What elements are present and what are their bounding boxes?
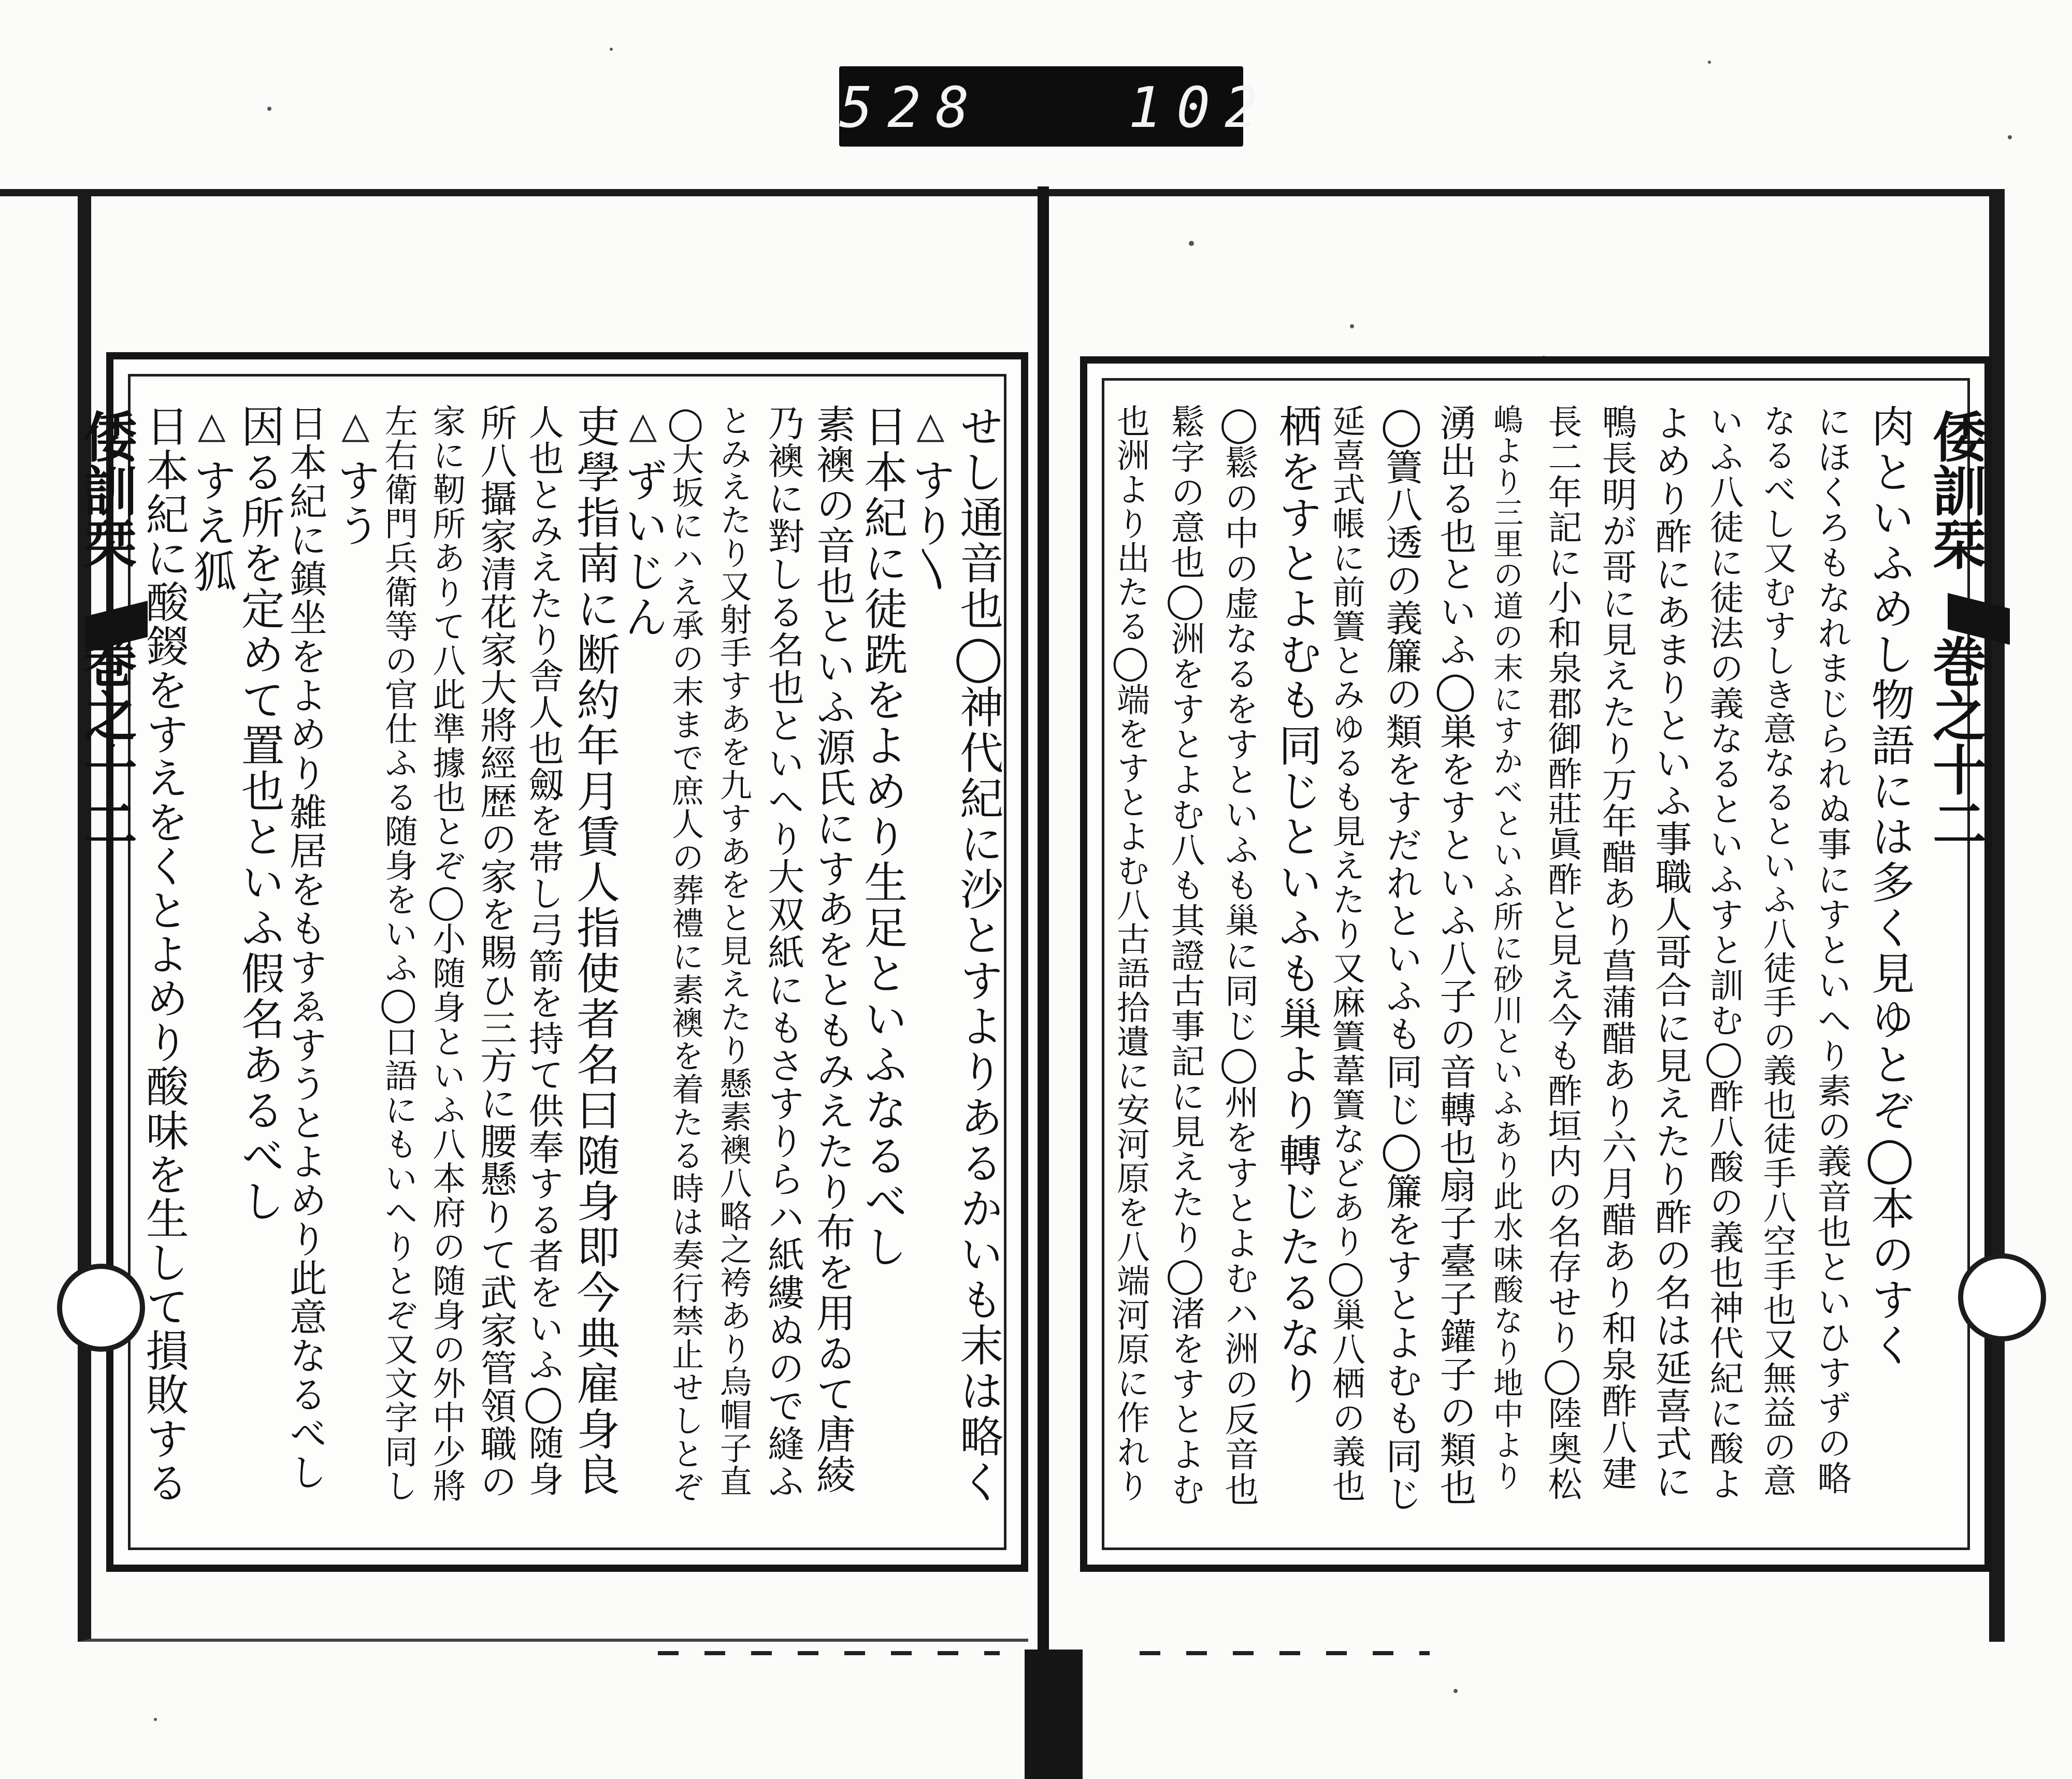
text-column [1596, 404, 1637, 1533]
left-margin-title: 倭訓栞 巻之十二 [74, 409, 138, 850]
text-column [1434, 404, 1477, 1533]
text-column [1219, 404, 1259, 1533]
entry-marker-icon: △ [622, 404, 665, 449]
column-text: 肉といふめし物語には多く見ゆとぞ◯本のすく [1864, 404, 1915, 1368]
text-column [330, 404, 381, 1533]
column-text: すう [330, 458, 381, 549]
column-text: いふ八徒に徒法の義なるといふすと訓む◯酢八酸の義也神代紀に酸よ [1704, 404, 1744, 1501]
column-text: なるべし又むすしき意なるといふ八徒手の義也徒手八空手也又無益の意 [1758, 404, 1796, 1498]
text-column [427, 404, 466, 1533]
column-text: 日本紀に酸鍐をすえをくとよめり酸味を生して損敗する [138, 404, 189, 1505]
column-text: とみえたり又射手すあを九すあをと見えたり懸素襖八略之袴あり烏帽子直 [714, 404, 753, 1498]
entry-marker-icon: △ [334, 404, 377, 449]
text-column [1542, 404, 1582, 1533]
column-text: 人也とみえたり舎人也劔を帯し弓箭を持て供奉する者をいふ◯随身 [523, 404, 564, 1497]
text-column [234, 404, 285, 1533]
text-column [1380, 404, 1423, 1533]
text-column [282, 404, 327, 1533]
text-column [569, 404, 621, 1533]
text-column [1165, 404, 1205, 1533]
text-column [666, 404, 704, 1533]
column-text: 吏學指南に断約年月賃人指使者名曰随身即今典雇身良 [569, 404, 621, 1498]
column-text: 湧出る也といふ◯巣をすといふ八子の音轉也扇子臺子鑵子の類也 [1434, 404, 1477, 1507]
text-column [714, 404, 753, 1533]
text-column [1758, 404, 1796, 1533]
bottom-dashes-left [658, 1651, 1000, 1655]
text-column [1704, 404, 1744, 1533]
text-column [905, 404, 956, 1533]
column-text: 日本紀に鎮坐をよめり雑居をもすゑすうとよめり此意なるべし [282, 404, 327, 1492]
text-column [1111, 404, 1149, 1533]
frame-number: 528 102 [839, 76, 1273, 140]
column-text: すり〵 [905, 458, 956, 595]
column-text: 所八攝家清花家大將經歴の家を賜ひ三方に腰懸りて武家管領職の [474, 404, 517, 1500]
text-column [953, 404, 1004, 1533]
column-text: 長二年記に小和泉郡御酢莊眞酢と見え今も酢垣内の名存せり◯陸奥松 [1542, 404, 1582, 1501]
text-column [1327, 404, 1365, 1533]
entry-marker-icon: △ [190, 404, 233, 449]
text-column [1488, 404, 1523, 1533]
book-spine [1038, 186, 1049, 1779]
column-text: 因る所を定めて置也といふ假名あるべし [234, 404, 285, 1224]
text-column [379, 404, 418, 1533]
left-page-circle-mark [57, 1264, 145, 1352]
text-column [1649, 404, 1692, 1533]
right-page-circle-mark [1958, 1253, 2046, 1341]
column-text: 家に靭所ありて八此準據也とぞ◯小随身といふ八本府の随身の外中少將 [427, 404, 466, 1503]
bottom-dashes-right [1140, 1651, 1430, 1655]
entry-marker-icon: △ [909, 404, 952, 449]
column-text: ◯大坂にハえ承の末まで庶人の葬禮に素襖を着たる時は奏行禁止せしとぞ [666, 404, 704, 1503]
right-text-frame [1080, 356, 1992, 1572]
text-column [138, 404, 189, 1533]
text-column [186, 404, 237, 1533]
column-text: せし通音也◯神代紀に沙とすよりあるかいも末は略く [953, 404, 1004, 1505]
column-text: 鴨長明が哥に見えたり万年醋あり菖蒲醋あり六月醋あり和泉酢八建 [1596, 404, 1637, 1492]
right-margin-title: 倭訓栞 巻之十二 [1923, 409, 1987, 850]
text-column [1272, 404, 1322, 1533]
column-text: ずいじん [617, 458, 669, 640]
column-text: 嶋より三里の道の末にすかべといふ所に砂川といふあり此水味酸なり地中より [1488, 404, 1523, 1492]
column-text: 左右衛門兵衛等の官仕ふる随身をいふ◯口語にもいへりとぞ又文字同し [379, 404, 418, 1503]
column-text: よめり酢にあまりといふ事職人哥合に見えたり酢の名は延喜式に [1649, 404, 1692, 1500]
column-text: ◯鬆の中の虚なるをすといふも巢に同じ◯州をすとよむハ洲の反音也 [1219, 404, 1259, 1507]
column-text: 乃襖に對しる名也といへり大双紙にもさすりらハ紙縷ぬので縫ふ [761, 404, 805, 1500]
column-text: にほくろもなれまじられぬ事にすといへり素の義音也といひすずの略 [1811, 404, 1851, 1496]
column-text: 延喜式帳に前簀とみゆるも見えたり又麻簀葦簀などあり◯巢八栖の義也 [1327, 404, 1365, 1503]
text-column [617, 404, 669, 1533]
text-column [1811, 404, 1851, 1533]
text-column [474, 404, 517, 1533]
column-text: 日本紀に徒跣をよめり生足といふなるべし [857, 404, 908, 1270]
text-column [1864, 404, 1915, 1533]
column-text: すえ狐 [186, 458, 237, 595]
column-text: ◯簀八透の義簾の類をすだれといふも同じ◯簾をすとよむも同じ [1380, 404, 1423, 1513]
text-column [857, 404, 908, 1533]
text-column [761, 404, 805, 1533]
microfilm-frame-counter [839, 66, 1273, 147]
column-text: 鬆字の意也◯洲をすとよむ八も其證古事記に見えたり◯渚をすとよむ [1165, 404, 1205, 1507]
text-column [810, 404, 856, 1533]
column-text: 素襖の音也といふ源氏にすあをともみえたり布を用ゐて唐綾 [810, 404, 856, 1495]
spine-foot-block [1025, 1650, 1083, 1779]
column-text: 栖をすとよむも同じといふも巢より轉じたるなり [1272, 404, 1322, 1407]
column-text: 也洲より出たる◯端をすとよむ八古語拾遺に安河原を八端河原に作れり [1111, 404, 1149, 1503]
text-column [523, 404, 564, 1533]
